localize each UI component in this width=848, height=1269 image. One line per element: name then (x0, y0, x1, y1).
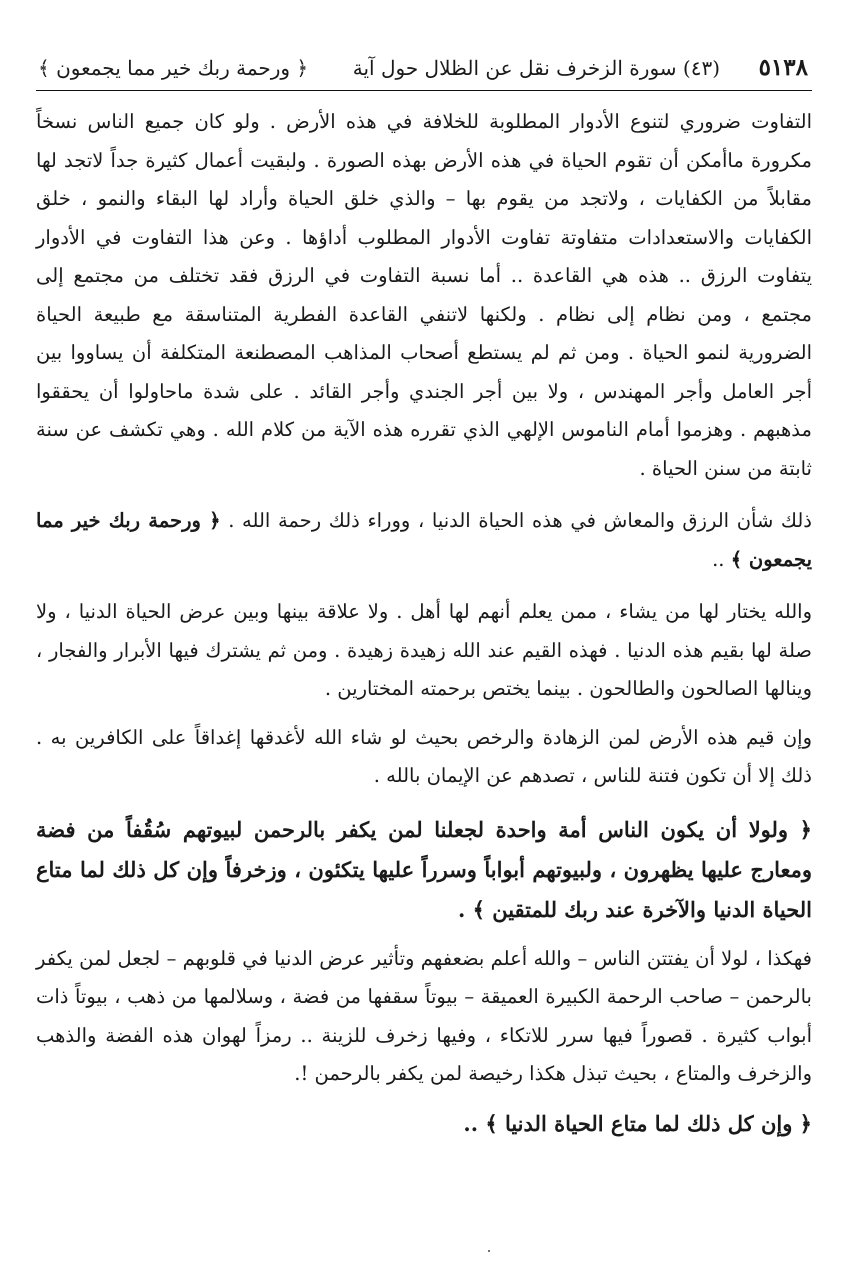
paragraph-text: .. (463, 1110, 486, 1136)
header-title: (٤٣) سورة الزخرف نقل عن الظلال حول آية (352, 56, 720, 80)
paragraph-earthly-values (36, 719, 812, 796)
page-header (36, 44, 812, 91)
page-content (36, 103, 812, 1144)
paragraph-text: والله يختار لها من يشاء ، ممن يعلم أنهم لها أهل . ولا علاقة بينها وبين عرض الحياة الدنيا ، ولا صلة لها بقيم هذه الدنيا . فهذه القيم عند الله زهيدة زهيدة . ومن ثم يشترك فيها الأبرار والفجار ، وينالها الصالحون والطالحون . بينما يختص برحمته المختارين . (36, 600, 812, 700)
paragraph-verse (36, 810, 812, 930)
paragraph-text: . (457, 896, 473, 922)
paragraph-values (36, 593, 812, 709)
paragraph-mercy (36, 502, 812, 579)
quran-quote: ﴿ ولولا أن يكون الناس أمة واحدة لجعلنا لمن يكفر بالرحمن لبيوتهم سُقُفاً من فضة ومعارج عليها يظهرون ، ولبيوتهم أبواباً وسرراً عليها يتكئون ، وزخرفاً وإن كل ذلك لما متاع الحياة الدنيا والآخرة عند ربك للمتقين ﴾ (36, 816, 812, 922)
page-dot (488, 1250, 490, 1252)
paragraph-closing-verse (36, 1104, 812, 1144)
quran-quote: ﴿ وإن كل ذلك لما متاع الحياة الدنيا ﴾ (485, 1110, 812, 1136)
book-page (36, 44, 812, 1144)
paragraph-text: وإن قيم هذه الأرض لمن الزهادة والرخص بحيث لو شاء الله لأغدقها إغداقاً على الكافرين به . ذلك إلا أن تكون فتنة للناس ، تصدهم عن الإيمان بالله . (36, 725, 812, 787)
paragraph-explanation (36, 940, 812, 1094)
page-number: ٥١٣٨ (758, 54, 808, 81)
paragraph-text: .. (712, 547, 731, 571)
paragraph-text: فهكذا ، لولا أن يفتتن الناس – والله أعلم بضعفهم وتأثير عرض الدنيا في قلوبهم – لجعل لمن يكفر بالرحمن – صاحب الرحمة الكبيرة العميقة – بيوتاً سقفها من فضة ، وسلالمها من ذهب ، بيوتاً ذات أبواب كثيرة . قصوراً فيها سرر للاتكاء ، وفيها زخرف للزينة .. رمزاً لهوان هذه الفضة والذهب والزخرف والمتاع ، بحيث تبذل هكذا رخيصة لمن يكفر بالرحمن !. (36, 946, 812, 1085)
header-verse-reference: ﴿ ورحمة ربك خير مما يجمعون ﴾ (38, 56, 309, 80)
paragraph-text: التفاوت ضروري لتنوع الأدوار المطلوبة للخلافة في هذه الأرض . ولو كان جميع الناس نسخاً مكرورة ماأمكن أن تقوم الحياة في هذه الأرض بهذه الصورة . ولبقيت أعمال كثيرة جداً لاتجد لها مقابلاً من الكفايات ، ولاتجد من يقوم بها – والذي خلق الحياة وأراد لها البقاء والنمو ، خلق الكفايات والاستعدادات متفاوتة تفاوت الأدوار المطلوب أداؤها . وعن هذا التفاوت في الأدوار يتفاوت الرزق .. هذه هي القاعدة .. أما نسبة التفاوت في الرزق فقد تختلف من مجتمع إلى مجتمع ، ومن نظام إلى نظام . ولكنها لاتنفي القاعدة الفطرية المتناسقة مع طبيعة الحياة الضرورية لنمو الحياة . ومن ثم لم يستطع أصحاب المذاهب المصطنعة المتكلفة أن يساووا بين أجر العامل وأجر المهندس ، ولا بين أجر الجندي وأجر القائد . على شدة ماحاولوا أن يحققوا مذهبهم . وهزموا أمام الناموس الإلهي الذي تقرره هذه الآية من كلام الله . وهي تكشف عن سنة ثابتة من سنن الحياة . (36, 110, 812, 480)
paragraph-text: ذلك شأن الرزق والمعاش في هذه الحياة الدنيا ، ووراء ذلك رحمة الله . (220, 509, 812, 532)
paragraph-disparity (36, 103, 812, 488)
quran-quote: ﴿ ورحمة ربك خير مما يجمعون ﴾ (36, 509, 812, 571)
